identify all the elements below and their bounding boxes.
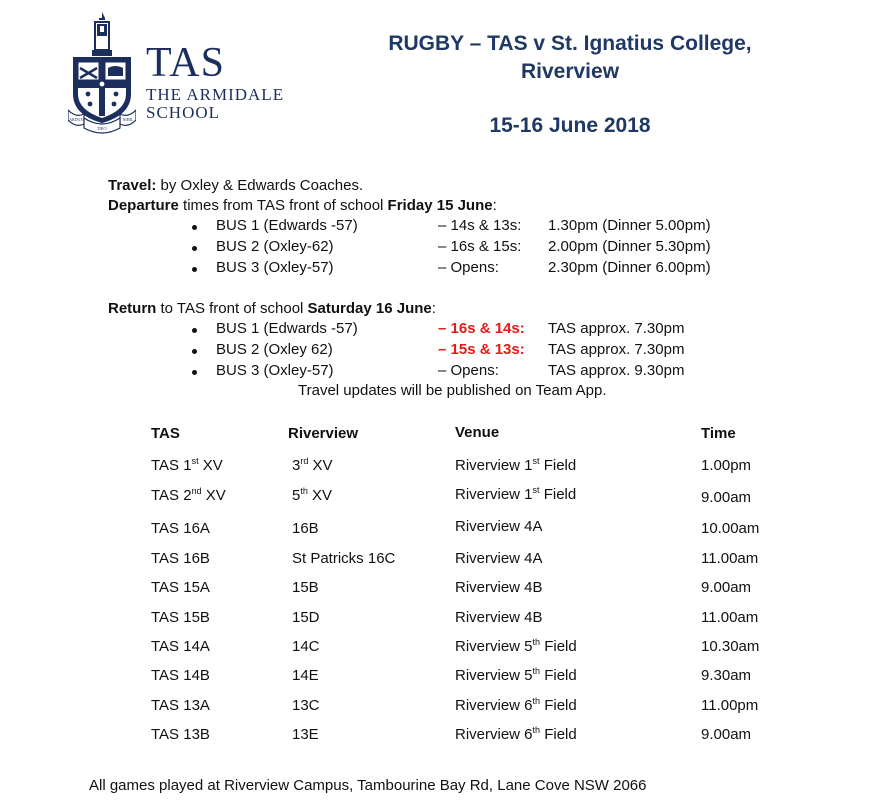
- cell-text: TAS 2: [151, 487, 192, 504]
- ordinal-suffix: th: [532, 637, 541, 647]
- bus-name: BUS 2 (Oxley 62): [216, 341, 333, 358]
- logo-line1: THE ARMIDALE: [146, 85, 285, 104]
- cell-text: 5: [292, 487, 301, 504]
- time-cell: 10.00am: [701, 520, 760, 537]
- motto-word: DEO: [97, 126, 107, 131]
- ordinal-suffix: nd: [191, 486, 202, 496]
- return-label: Return: [108, 300, 157, 317]
- opponent-cell: [292, 487, 332, 504]
- cell-text: Riverview 5: [455, 667, 533, 684]
- time-cell: 1.00pm: [701, 457, 752, 474]
- travel-line: [108, 176, 363, 196]
- ordinal-suffix: st: [191, 456, 199, 466]
- bus-time: TAS approx. 7.30pm: [548, 320, 685, 337]
- bus-name: BUS 3 (Oxley-57): [216, 362, 334, 379]
- time-cell: 10.30am: [701, 638, 760, 655]
- cell-text: Field: [539, 457, 577, 474]
- ordinal-suffix: th: [532, 696, 541, 706]
- venue-cell: [455, 726, 577, 743]
- bus-name: BUS 2 (Oxley-62): [216, 238, 334, 255]
- bus-time: 2.00pm (Dinner 5.30pm): [548, 238, 711, 255]
- page-title-line1: RUGBY – TAS v St. Ignatius College,: [388, 32, 752, 55]
- time-cell: 11.00am: [701, 550, 759, 567]
- departure-label: Departure: [108, 197, 179, 214]
- ordinal-suffix: th: [532, 725, 541, 735]
- tas-team-cell: TAS 16B: [151, 550, 210, 567]
- venue-cell: [455, 638, 577, 655]
- bus-team-line: [438, 340, 525, 360]
- time-cell: 9.30am: [701, 667, 752, 684]
- bus-time: 2.30pm (Dinner 6.00pm): [548, 259, 711, 276]
- column-header: Time: [701, 425, 736, 442]
- bullet-icon: [192, 267, 197, 272]
- bus-team: – Opens:: [438, 259, 499, 276]
- opponent-cell: St Patricks 16C: [292, 550, 396, 567]
- cell-text: XV: [307, 487, 333, 504]
- tas-team-cell: TAS 15A: [151, 579, 210, 596]
- venue-cell: Riverview 4A: [455, 518, 543, 535]
- venue-cell: Riverview 4B: [455, 609, 543, 626]
- ordinal-suffix: st: [532, 485, 540, 495]
- departure-line: [108, 196, 497, 216]
- departure-day: Friday 15 June: [387, 197, 493, 214]
- bullet-icon: [192, 328, 197, 333]
- opponent-cell: [292, 457, 333, 474]
- bus-team-line: [438, 319, 525, 339]
- bus-team: – 14s & 13s:: [438, 217, 522, 234]
- tas-team-cell: TAS 14A: [151, 638, 210, 655]
- footer-note: All games played at Riverview Campus, Tambourine Bay Rd, Lane Cove NSW 2066: [89, 777, 647, 794]
- cell-text: XV: [308, 457, 333, 474]
- opponent-cell: 16B: [292, 520, 319, 537]
- tas-team-cell: TAS 16A: [151, 520, 210, 537]
- column-header: TAS: [151, 425, 180, 442]
- return-line: [108, 299, 436, 319]
- bus-team: – 16s & 15s:: [438, 238, 522, 255]
- cell-text: Riverview 1: [455, 457, 533, 474]
- time-cell: 9.00am: [701, 489, 752, 506]
- bus-team: 16s & 14s:: [450, 320, 525, 337]
- departure-text: times from TAS front of school: [178, 197, 388, 214]
- cell-text: Field: [540, 638, 577, 655]
- opponent-cell: 14C: [292, 638, 320, 655]
- tas-team-cell: [151, 457, 223, 474]
- bus-time: TAS approx. 9.30pm: [548, 362, 685, 379]
- colon: :: [431, 300, 436, 317]
- time-cell: 9.00am: [701, 579, 752, 596]
- bullet-icon: [192, 370, 197, 375]
- cell-text: TAS 1: [151, 457, 192, 474]
- dash: –: [438, 320, 451, 337]
- cell-text: Riverview 5: [455, 638, 533, 655]
- cell-text: Field: [540, 667, 577, 684]
- venue-cell: Riverview 4B: [455, 579, 543, 596]
- cell-text: Field: [539, 486, 577, 503]
- time-cell: 11.00pm: [701, 697, 759, 714]
- motto-word: NIHIL: [122, 117, 134, 122]
- opponent-cell: 13C: [292, 697, 320, 714]
- event-date: 15-16 June 2018: [489, 114, 651, 137]
- ordinal-suffix: th: [532, 666, 541, 676]
- bullet-icon: [192, 349, 197, 354]
- cell-text: XV: [201, 487, 226, 504]
- tas-team-cell: TAS 13B: [151, 726, 210, 743]
- travel-updates-note: Travel updates will be published on Team App.: [298, 382, 607, 399]
- bullet-icon: [192, 246, 197, 251]
- opponent-cell: 15D: [292, 609, 320, 626]
- tas-team-cell: [151, 487, 226, 504]
- return-text: to TAS front of school: [156, 300, 308, 317]
- time-cell: 11.00am: [701, 609, 759, 626]
- cell-text: Riverview 1: [455, 486, 533, 503]
- bus-name: BUS 1 (Edwards -57): [216, 320, 358, 337]
- colon: :: [492, 197, 497, 214]
- return-day: Saturday 16 June: [307, 300, 432, 317]
- school-crest-icon: [68, 10, 136, 138]
- opponent-cell: 15B: [292, 579, 319, 596]
- tas-team-cell: TAS 13A: [151, 697, 210, 714]
- bus-name: BUS 1 (Edwards -57): [216, 217, 358, 234]
- opponent-cell: 14E: [292, 667, 319, 684]
- bus-time: TAS approx. 7.30pm: [548, 341, 685, 358]
- ordinal-suffix: rd: [300, 456, 309, 466]
- column-header: Venue: [455, 424, 500, 441]
- ordinal-suffix: th: [300, 486, 308, 496]
- venue-cell: Riverview 4A: [455, 550, 543, 567]
- cell-text: Riverview 6: [455, 697, 533, 714]
- dash: –: [438, 341, 451, 358]
- cell-text: Field: [540, 697, 577, 714]
- bullet-icon: [192, 225, 197, 230]
- bus-time: 1.30pm (Dinner 5.00pm): [548, 217, 711, 234]
- bus-name: BUS 3 (Oxley-57): [216, 259, 334, 276]
- logo-wordmark: TAS: [146, 40, 225, 86]
- ordinal-suffix: st: [532, 456, 540, 466]
- tas-team-cell: TAS 15B: [151, 609, 210, 626]
- venue-cell: [455, 667, 577, 684]
- motto-word: ARDUE: [69, 117, 83, 122]
- cell-text: Riverview 6: [455, 726, 533, 743]
- venue-cell: [455, 486, 576, 503]
- time-cell: 9.00am: [701, 726, 752, 743]
- page-title-line2: Riverview: [520, 60, 620, 83]
- bus-team: – Opens:: [438, 362, 499, 379]
- column-header: Riverview: [288, 425, 359, 442]
- cell-text: XV: [198, 457, 223, 474]
- cell-text: Field: [540, 726, 577, 743]
- travel-label: Travel:: [108, 177, 157, 194]
- cell-text: 3: [292, 457, 301, 474]
- tas-team-cell: TAS 14B: [151, 667, 210, 684]
- bus-team: 15s & 13s:: [450, 341, 525, 358]
- venue-cell: [455, 697, 577, 714]
- logo-line2: SCHOOL: [146, 103, 221, 122]
- venue-cell: [455, 457, 576, 474]
- travel-text: by Oxley & Edwards Coaches.: [156, 177, 364, 194]
- opponent-cell: 13E: [292, 726, 319, 743]
